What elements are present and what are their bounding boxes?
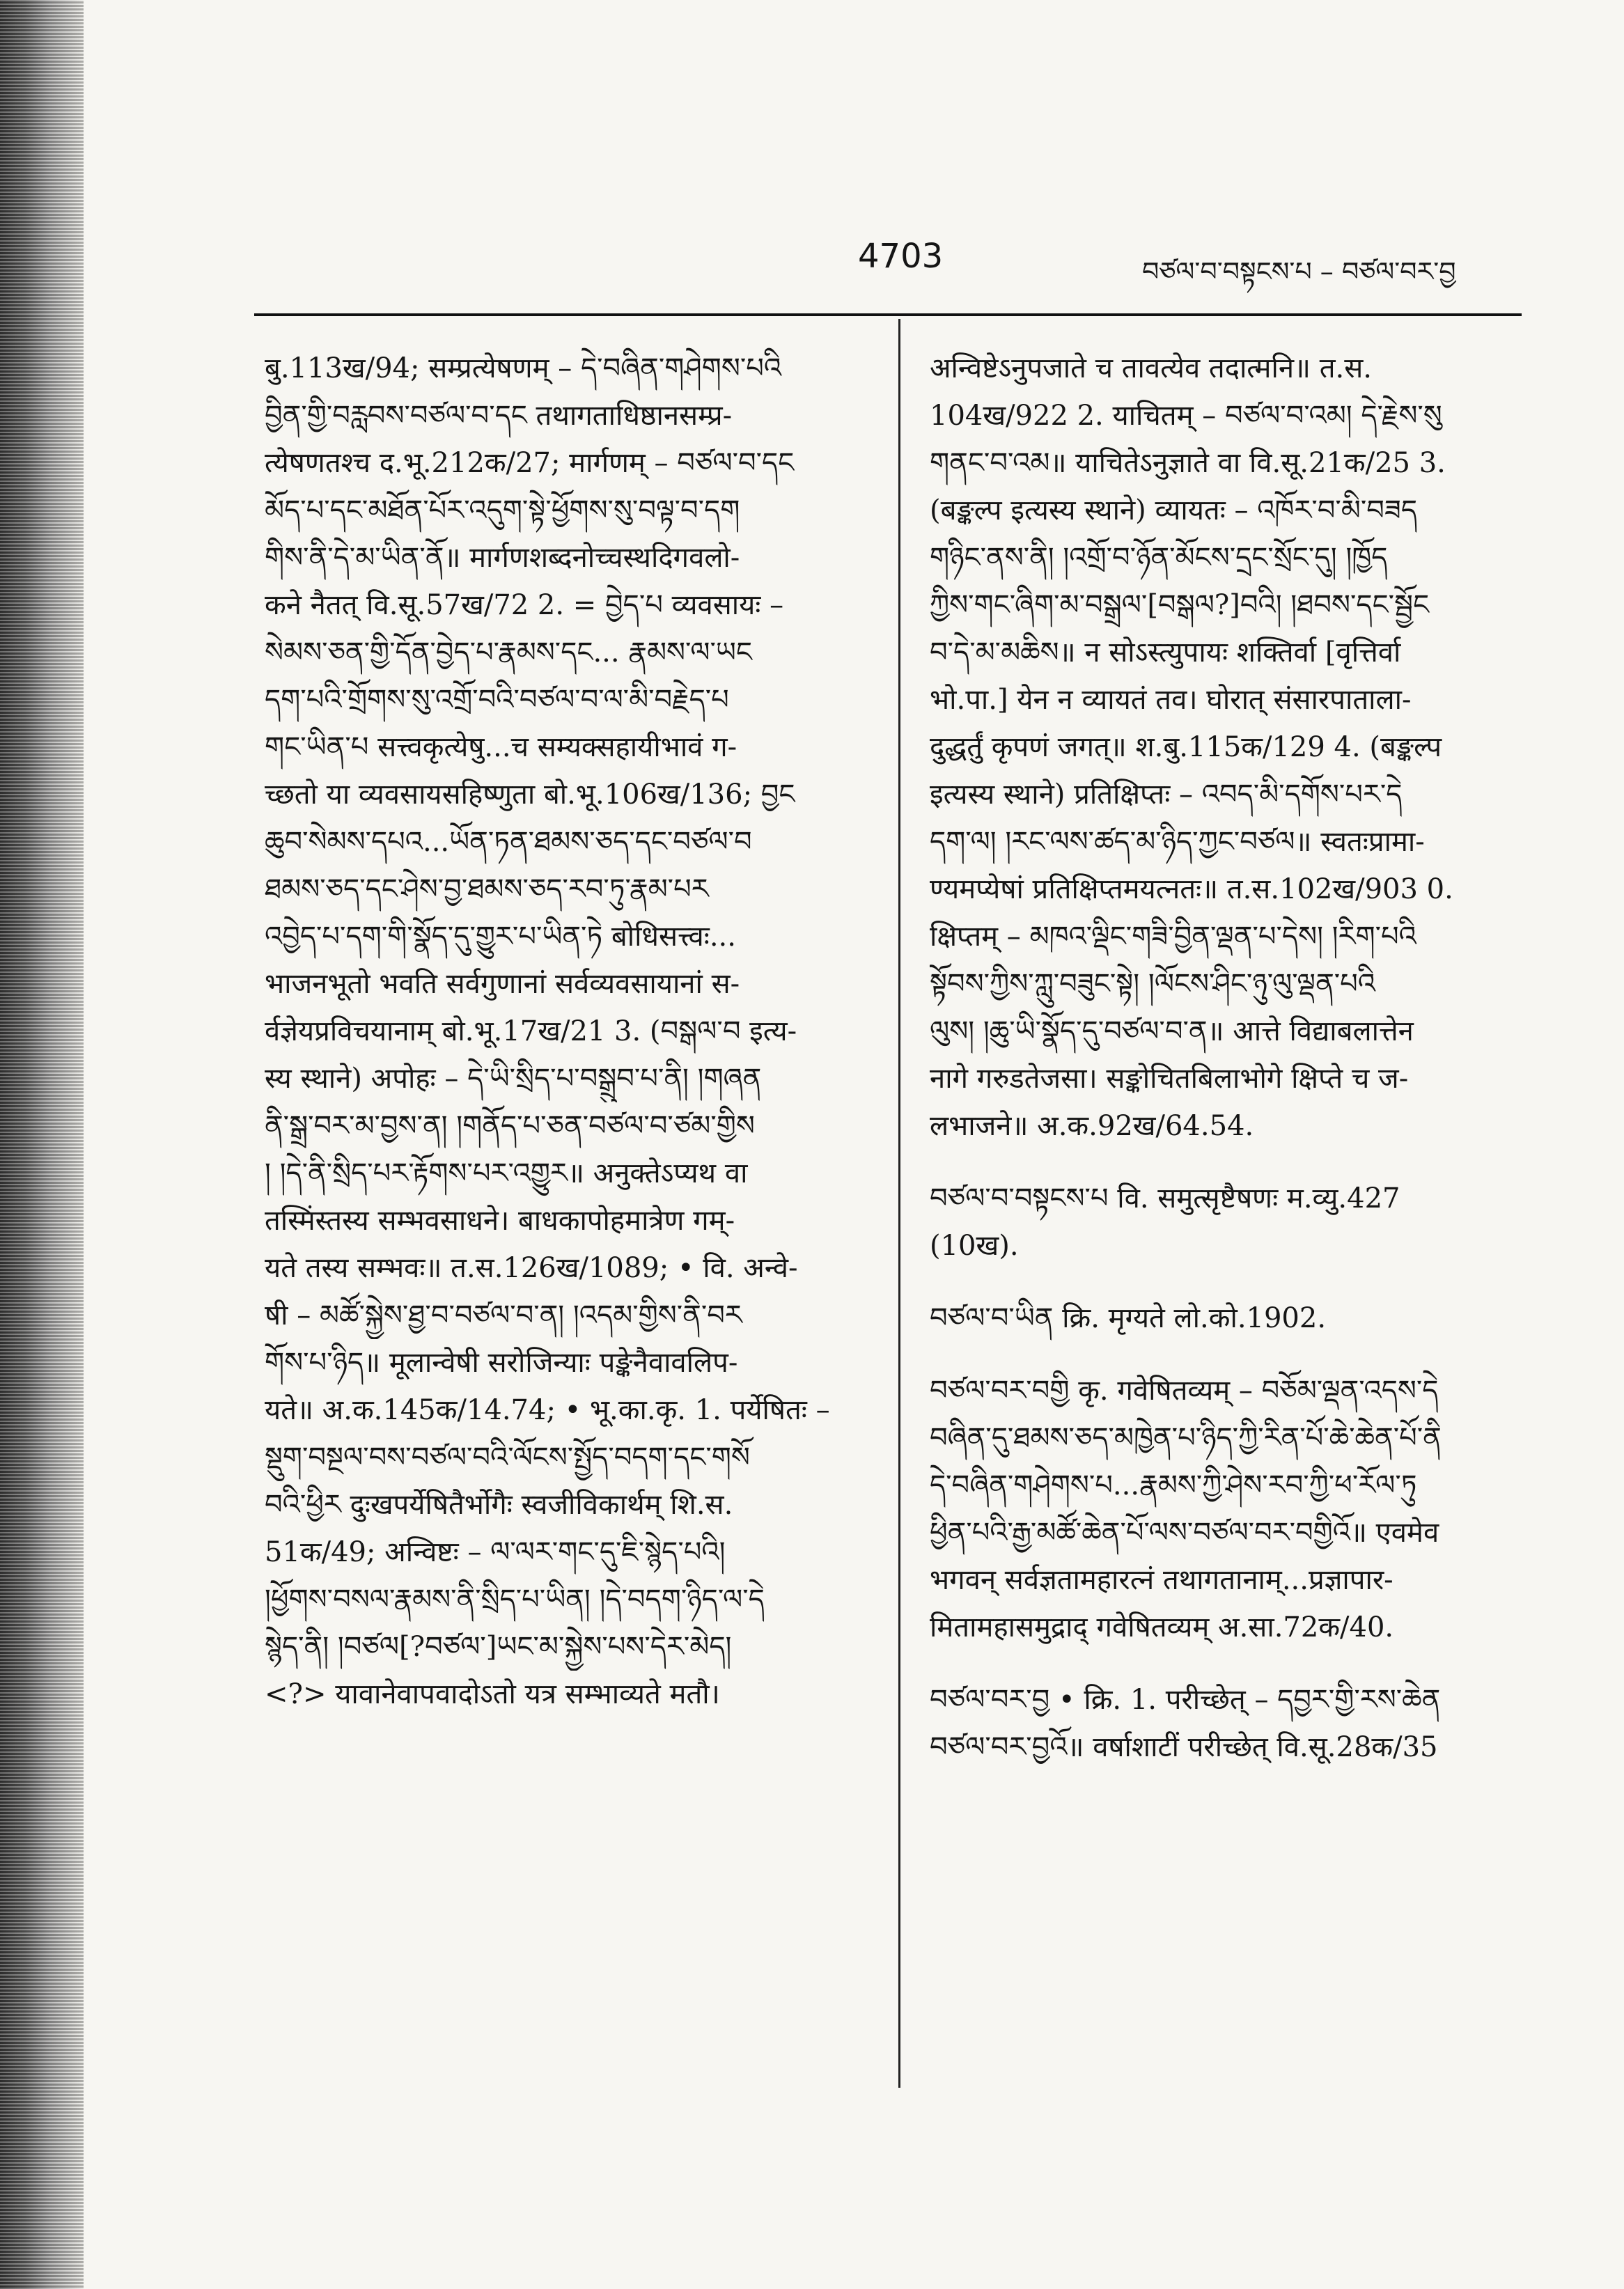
- text-line: इत्यस्य स्थाने) प्रतिक्षिप्तः – འབད་མི་དགོས་པར་དེ: [930, 779, 1403, 811]
- text-line: <?> यावानेवापवादोऽतो यत्र सम्भाव्यते मतौ।: [265, 1678, 720, 1710]
- text-line: བཙལ་བར་བྱ • क्रि. 1. परीच्छेत् – དབྱར་གྱི་རས་ཆེན: [930, 1684, 1441, 1716]
- text-line: སྟོབས་ཀྱིས་ཀླུ་བཟུང་སྟེ། །ལོངས་ཤིང་ཉུ་ལུ་ལྡན་པའི: [930, 968, 1375, 1000]
- text-line: གིས་ནི་དེ་མ་ཡིན་ནོ॥ मार्गणशब्दनोच्चस्थदिगवलो-: [265, 542, 740, 574]
- text-line: ། །དེ་ནི་སྲིད་པར་རྟོགས་པར་འགྱུར॥ अनुक्तेऽप्यथ वा: [265, 1157, 748, 1189]
- text-line: र्वज्ञेयप्रविचयानाम् बो.भू.17ख/21 3. (བསྒལ་བ इत्य-: [265, 1015, 797, 1047]
- text-line: तस्मिंस्तस्य सम्भवसाधने। बाधकापोहमात्रेण गम्-: [265, 1205, 735, 1237]
- text-line: བའི་ཕྱིར दुःखपर्येषितैर्भोगैः स्वजीविकार्थम् शि.स.: [265, 1489, 733, 1521]
- text-line: क्षिप्तम् – མཁའ་ལྡིང་གཟི་བྱིན་ལྡན་པ་དེས། །རིག་པའི: [930, 921, 1416, 953]
- running-head: བཙལ་བ་བསྟངས་པ – བཙལ་བར་བྱ: [1142, 256, 1456, 287]
- text-line: གོས་པ་ཉིད॥ मूलान्वेषी सरोजिन्याः पङ्केनैवावलिप-: [265, 1347, 738, 1379]
- text-line: अन्विष्टेऽनुपजाते च तावत्येव तदात्मनि॥ त.स.: [930, 352, 1372, 384]
- text-line: བཙལ་བ་ཡིན क्रि. मृग्यते लो.को.1902.: [930, 1302, 1327, 1334]
- text-line: དག་པའི་གྲོགས་སུ་འགྲོ་བའི་བཙལ་བ་ལ་མི་བརྗེད་པ: [265, 684, 729, 716]
- text-line: (बङ्कल्प इत्यस्य स्थाने) व्यायतः – འཁོར་བ་མི་བཟད: [930, 494, 1418, 526]
- text-line: बु.113ख/94; सम्प्रत्येषणम् – དེ་བཞིན་གཤེགས་པའི: [265, 352, 782, 384]
- text-line: བ་དེ་མ་མཆིས॥ न सोऽस्त्युपायः शक्तिर्वा [वृत्तिर्वा: [930, 636, 1401, 669]
- text-line: གཉིང་ནས་ནི། །འགྲོ་བ་ཉོན་མོངས་དྲང་སྲོང་དུ། །ཁྱོད: [930, 542, 1388, 574]
- text-line: लभाजने॥ अ.क.92ख/64.54.: [930, 1110, 1254, 1142]
- text-line: འབྱེད་པ་དག་གི་སྣོད་དུ་གྱུར་པ་ཡིན་ཏེ बोधिसत्त्वः...: [265, 921, 736, 953]
- text-line: བྱིན་གྱི་བརླབས་བཙལ་བ་དང तथागताधिष्ठानसम्प्र-: [265, 400, 733, 432]
- text-line: भाजनभूतो भवति सर्वगुणानां सर्वव्यवसायानां स-: [265, 968, 740, 1000]
- text-line: यते॥ अ.क.145क/14.74; • भू.का.कृ. 1. पर्येषितः –: [265, 1394, 830, 1426]
- left-column: [265, 345, 870, 1718]
- page-number: 4703: [858, 237, 944, 276]
- text-line: སྙེད་ནི། །བཙལ[?བཙལ་]ཡང་མ་སྐྱེས་པས་དེར་མེད།: [265, 1631, 732, 1663]
- text-line: བཙལ་བ་བསྟངས་པ वि. समुत्सृष्टैषणः म.व्यु.427: [930, 1182, 1400, 1214]
- text-line: कने नैतत् वि.सू.57ख/72 2. = བྱེད་པ व्यवसायः –: [265, 589, 784, 621]
- text-line: ཀྱིས་གང་ཞིག་མ་བསྒྲལ་[བསྒལ?]བའི། །ཐབས་དང་སྦྱོང: [930, 589, 1430, 621]
- column-divider: [898, 319, 900, 2088]
- text-line: མོད་པ་དང་མཐོན་པོར་འདུག་སྟེ་ཕྱོགས་སུ་བལྟ་བ་དག: [265, 494, 740, 526]
- scan-binding-texture: [0, 0, 84, 2289]
- text-line: ཆུབ་སེམས་དཔའ...ཡོན་ཏན་ཐམས་ཅད་དང་བཙལ་བ: [265, 826, 752, 858]
- text-line: སྡུག་བསྔལ་བས་བཙལ་བའི་ལོངས་སྤྱོད་བདག་དང་གསོ: [265, 1442, 750, 1474]
- text-line: ལུས། །ཆུ་ཡི་སྣོད་དུ་བཙལ་བ་ན॥ आत्ते विद्याबलात्तेन: [930, 1015, 1414, 1047]
- header-rule: [254, 313, 1522, 316]
- text-line: བཙལ་བར་བགྱི कृ. गवेषितव्यम् – བཅོམ་ལྡན་འདས་དེ: [930, 1375, 1439, 1407]
- text-line: དེ་བཞིན་གཤེགས་པ...རྣམས་ཀྱི་ཤེས་རབ་ཀྱི་ཕ་རོལ་ཏུ: [930, 1469, 1417, 1501]
- text-line: त्येषणतश्च द.भू.212क/27; मार्गणम् – བཙལ་བ་དང: [265, 447, 795, 479]
- text-line: 104ख/922 2. याचितम् – བཙལ་བ་འམ། དེ་རྗེས་སུ: [930, 400, 1442, 432]
- text-line: ण्यमप्येषां प्रतिक्षिप्तमयत्नतः॥ त.स.102ख/903 0.: [930, 873, 1453, 905]
- text-line: གནང་བ་འམ॥ याचितेऽनुज्ञाते वा वि.सू.21क/25 3.: [930, 447, 1446, 479]
- text-line: च्छतो या व्यवसायसहिष्णुता बो.भू.106ख/136; བྱང: [265, 779, 795, 811]
- text-line: मितामहासमुद्राद् गवेषितव्यम् अ.सा.72क/40.: [930, 1611, 1394, 1643]
- text-line: यते तस्य सम्भवः॥ त.स.126ख/1089; • वि. अन्वे-: [265, 1252, 798, 1284]
- text-line: भो.पा.] येन न व्यायतं तव। घोरात् संसारपाताला-: [930, 684, 1412, 716]
- text-line: ནི་སྒྲ་བར་མ་བྱས་ན། །གནོད་པ་ཅན་བཙལ་བ་ཙམ་གྱིས: [265, 1110, 755, 1142]
- text-line: ཕྱིན་པའི་རྒྱ་མཚོ་ཆེན་པོ་ལས་བཙལ་བར་བགྱིའོ॥ एवमेव: [930, 1517, 1439, 1549]
- right-column: [930, 345, 1522, 1771]
- text-line: षी – མཚོ་སྐྱེས་ཐྱ་བ་བཙལ་བ་ན། །འདམ་གྱིས་ནི་བར: [265, 1299, 742, 1331]
- text-line: བཞིན་དུ་ཐམས་ཅད་མཁྱེན་པ་ཉིད་ཀྱི་རིན་པོ་ཆེ་ཆེན་པོ་ནི: [930, 1422, 1442, 1454]
- text-line: स्य स्थाने) अपोहः – དེ་ཡི་སྲིད་པ་བསྒྲུབ་པ་ནི། །གཞན: [265, 1063, 762, 1095]
- text-line: (10ख).: [930, 1230, 1019, 1262]
- text-line: 51क/49; अन्विष्टः – ལ་ལར་གང་དུ་ཇི་སྙེད་པའི།: [265, 1536, 726, 1568]
- text-line: ཐམས་ཅད་དང་ཤེས་བྱ་ཐམས་ཅད་རབ་ཏུ་རྣམ་པར: [265, 873, 709, 905]
- text-line: །ཕྱོགས་བསལ་རྣམས་ནི་སྲིད་པ་ཡིན། །དེ་བདག་ཉིད་ལ་དེ: [265, 1584, 765, 1616]
- text-line: भगवन् सर्वज्ञतामहारत्नं तथागतानाम्...प्रज्ञापार-: [930, 1564, 1393, 1596]
- text-line: དག་ལ། །རང་ལས་ཚད་མ་ཉིད་ཀྱང་བཙལ॥ स्वतःप्रामा-: [930, 826, 1425, 858]
- text-line: གང་ཡིན་པ सत्त्वकृत्येषु...च सम्यक्सहायीभावं ग-: [265, 731, 737, 763]
- text-line: नागे गरुडतेजसा। सङ्कोचितबिलाभोगे क्षिप्ते च ज-: [930, 1063, 1409, 1095]
- text-line: བཙལ་བར་བྱའོ॥ वर्षाशाटीं परीच्छेत् वि.सू.28क/35: [930, 1731, 1438, 1763]
- text-line: སེམས་ཅན་གྱི་དོན་བྱེད་པ་རྣམས་དང... རྣམས་ལ་ཡང: [265, 636, 752, 669]
- text-line: दुद्धर्तुं कृपणं जगत्॥ श.बु.115क/129 4. (बङ्कल्प: [930, 731, 1442, 763]
